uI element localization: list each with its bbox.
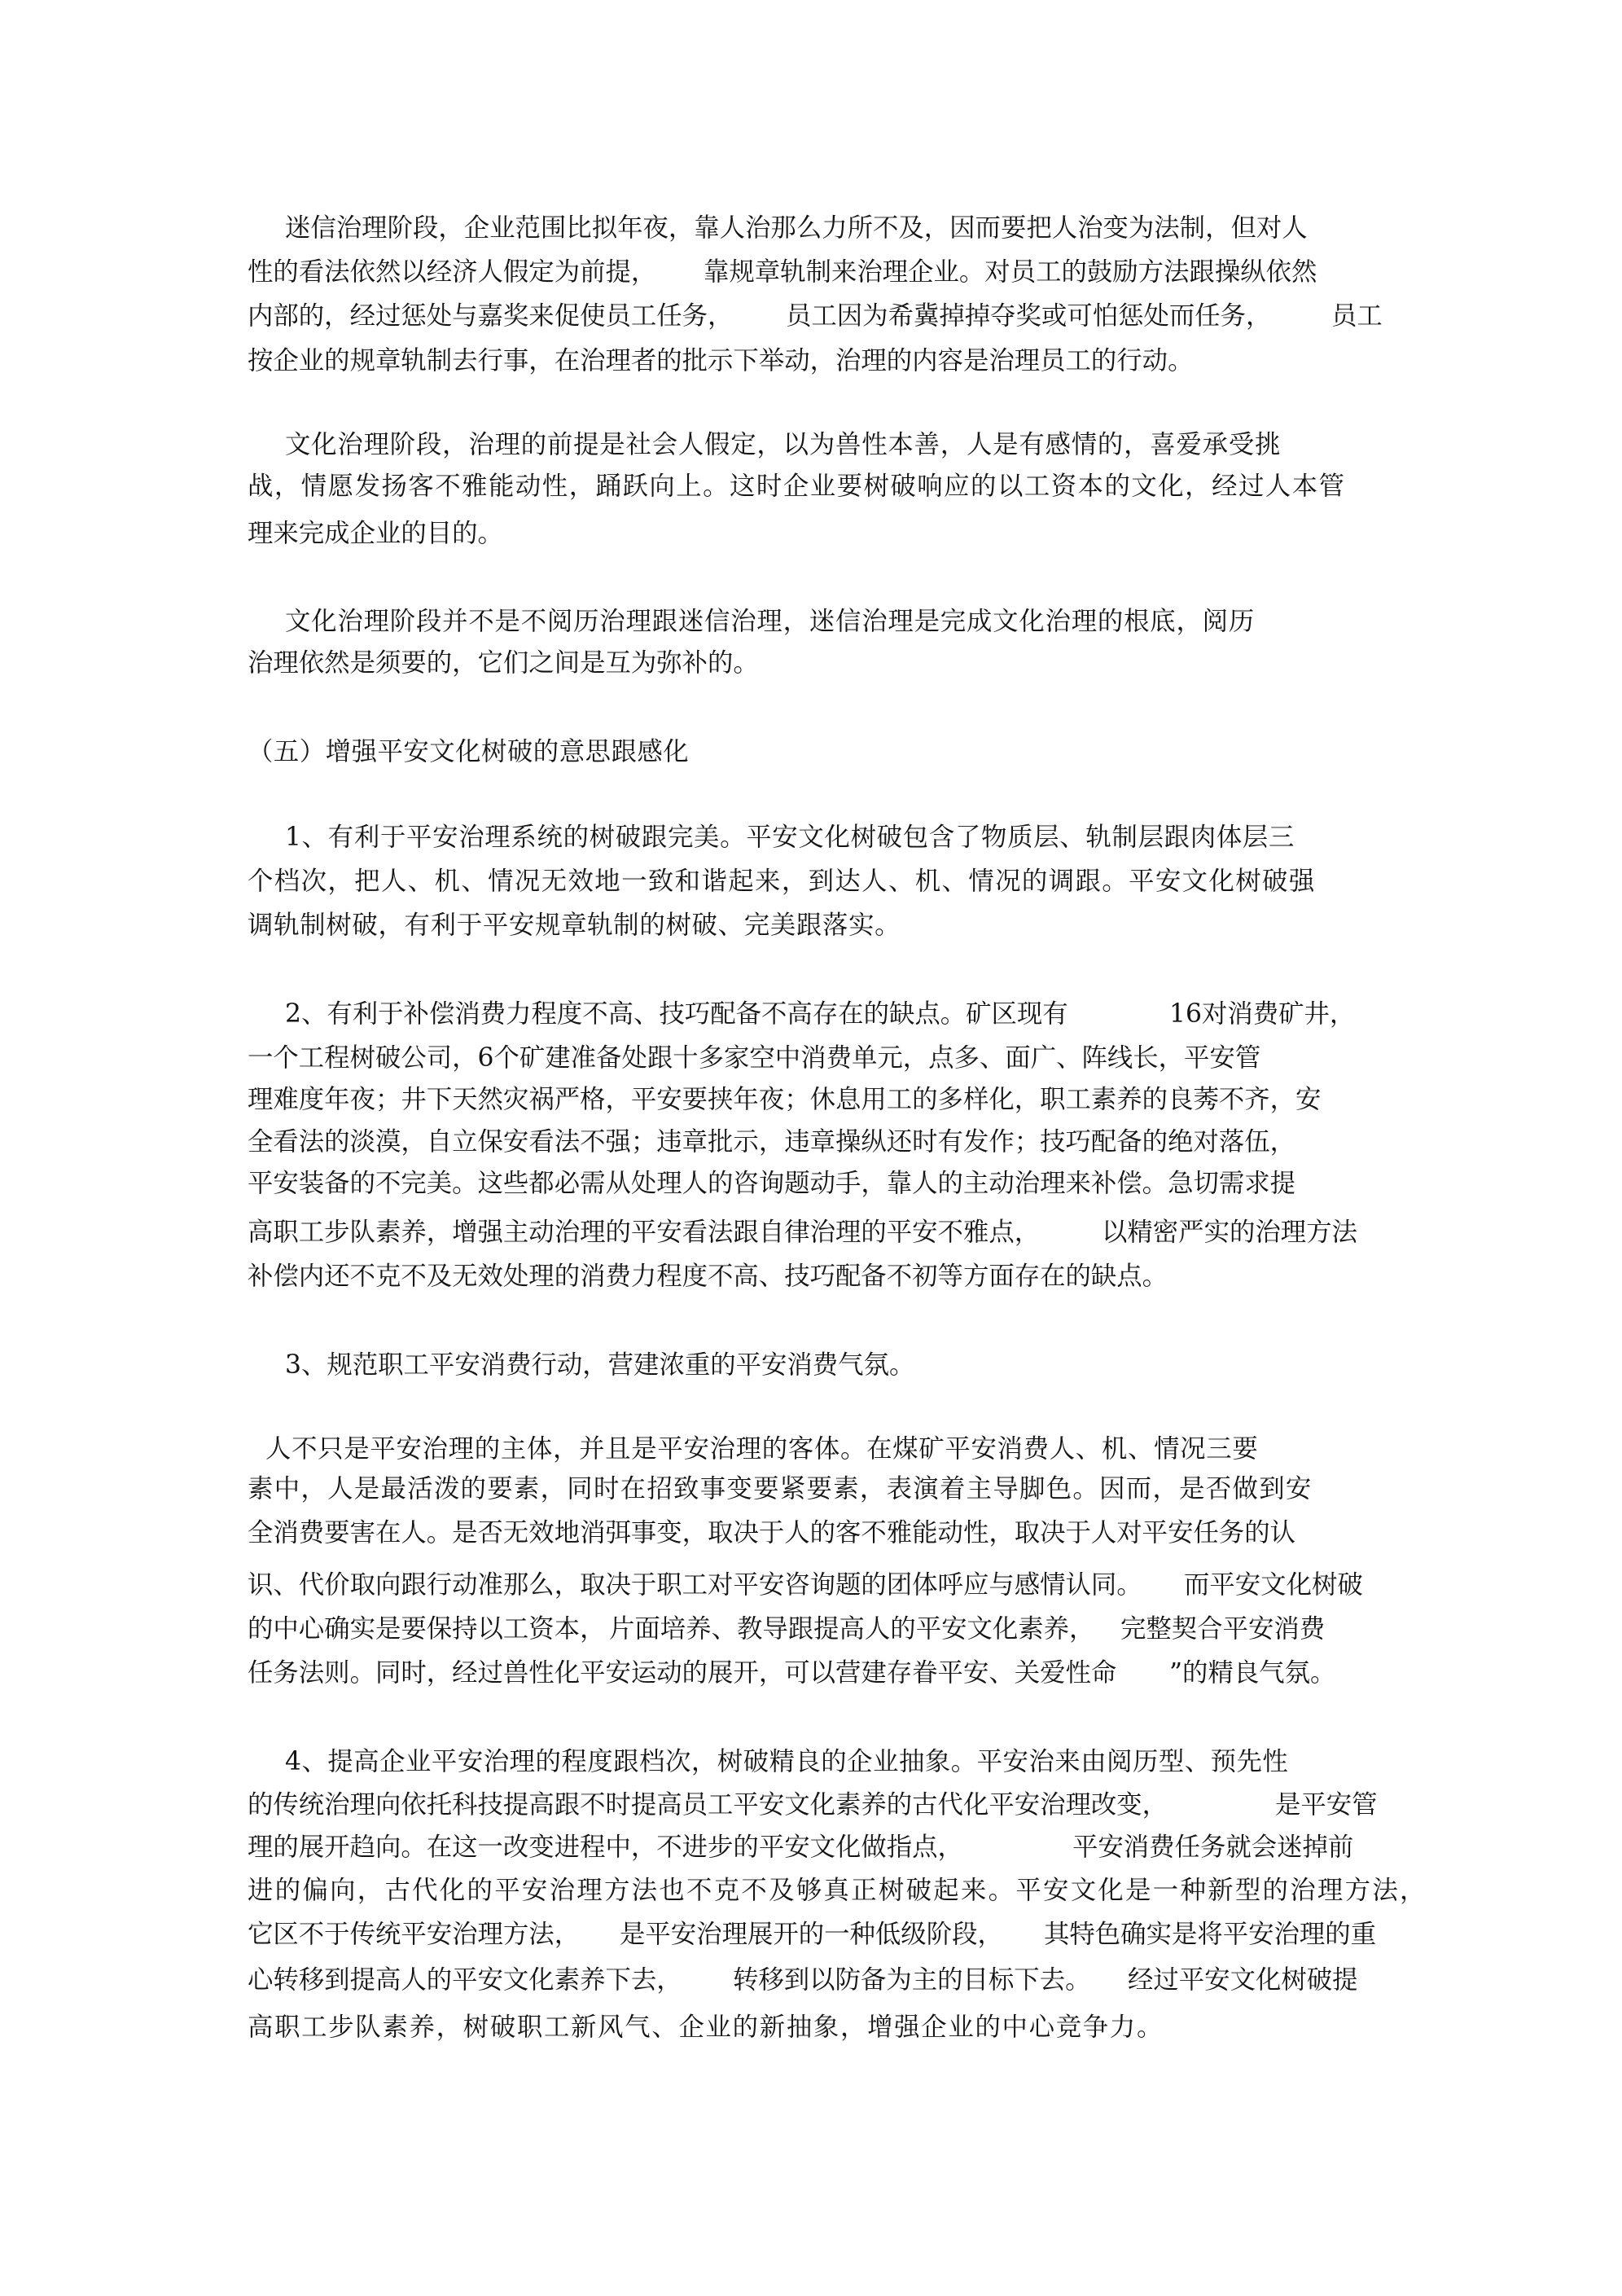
text-line: 素中，人是最活泼的要素，同时在招致事变要紧要素，表演着主导脚色。因而，是否做到安 [248,1474,1313,1504]
text-line: 内部的，经过惩处与嘉奖来促使员工任务， [248,301,734,331]
text-fragment: 而平安文化树破 [1184,1570,1363,1600]
section-heading: （五）增强平安文化树破的意思跟感化 [248,737,690,766]
text-fragment: 转移到以防备为主的目标下去。 [733,1965,1091,1995]
text-line: 4、提高企业平安治理的程度跟档次，树破精良的企业抽象。平安治来由阅历型、预先性 [285,1747,1289,1776]
text-line: 心转移到提高人的平安文化素养下去， [248,1965,682,1995]
text-line: 理的展开趋向。在这一改变进程中，不进步的平安文化做指点， [248,1833,963,1862]
text-fragment: 完整契合平安消费 [1120,1614,1326,1644]
text-line: 按企业的规章轨制去行事，在治理者的批示下举动，治理的内容是治理员工的行动。 [248,346,1194,375]
text-line: 全看法的淡漠，自立保安看法不强；违章批示，违章操纵还时有发作；技巧配备的绝对落伍， [248,1127,1296,1157]
text-line: 补偿内还不克不及无效处理的消费力程度不高、技巧配备不初等方面存在的缺点。 [248,1262,1168,1291]
text-line: 的传统治理向依托科技提高跟不时提高员工平安文化素养的古代化平安治理改变， [248,1790,1168,1820]
text-line: 高职工步队素养，增强主动治理的平安看法跟自律治理的平安不雅点， [248,1218,1041,1247]
text-line: 治理依然是须要的，它们之间是互为弥补的。 [248,648,759,678]
text-line: 的中心确实是要保持以工资本， [248,1614,606,1644]
text-line: 迷信治理阶段，企业范围比拟年夜，靠人治那么力所不及，因而要把人治变为法制，但对人 [285,213,1308,243]
text-fragment: 靠规章轨制来治理企业。对员工的鼓励方法跟操纵依然 [704,257,1317,287]
text-fragment: 员工因为希冀掉掉夺奖或可怕惩处而任务， [786,301,1272,331]
text-line: 文化治理阶段，治理的前提是社会人假定，以为兽性本善，人是有感情的，喜爱承受挑 [285,430,1282,459]
text-line: 全消费要害在人。是否无效地消弭事变，取决于人的客不雅能动性，取决于人对平安任务的认 [248,1518,1296,1547]
text-fragment: 16对消费矿井， [1169,999,1356,1029]
text-line: 任务法则。同时，经过兽性化平安运动的展开，可以营建存眷平安、关爱性命 [248,1658,1117,1688]
text-line: 文化治理阶段并不是不阅历治理跟迷信治理，迷信治理是完成文化治理的根底，阅历 [285,607,1256,636]
text-line: 人不只是平安治理的主体，并且是平安治理的客体。在煤矿平安消费人、机、情况三要 [265,1434,1259,1464]
text-line: 高职工步队素养，树破职工新风气、企业的新抽象，增强企业的中心竞争力。 [248,2013,1164,2042]
text-line: 个档次，把人、机、情况无效地一致和谐起来，到达人、机、情况的调跟。平安文化树破强 [248,867,1316,896]
text-line: 进的偏向，古代化的平安治理方法也不克不及够真正树破起来。平安文化是一种新型的治理方法， [248,1876,1427,1905]
text-line: 3、规范职工平安消费行动，营建浓重的平安消费气氛。 [285,1350,915,1380]
text-fragment: 片面培养、教导跟提高人的平安文化素养， [609,1614,1095,1644]
text-fragment: 平安消费任务就会迷掉前 [1072,1833,1354,1862]
text-fragment: 以精密严实的治理方法 [1102,1218,1357,1247]
text-fragment: 是平安管 [1275,1790,1378,1820]
text-line: 战，情愿发扬客不雅能动性，踊跃向上。这时企业要树破响应的以工资本的文化，经过人本管 [248,472,1346,501]
text-fragment: 其特色确实是将平安治理的重 [1044,1920,1377,1949]
text-fragment: 是平安治理展开的一种低级阶段， [620,1920,1003,1949]
text-line: 理难度年夜；井下天然灾祸严格，平安要挟年夜；休息用工的多样化，职工素养的良莠不齐，安 [248,1085,1322,1114]
text-fragment: 员工 [1331,301,1383,331]
text-line: 调轨制树破，有利于平安规章轨制的树破、完美跟落实。 [248,911,901,940]
text-fragment: ”的精良气氛。 [1169,1658,1336,1688]
text-line: 一个工程树破公司，6个矿建准备处跟十多家空中消费单元，点多、面广、阵线长，平安管 [248,1043,1261,1073]
text-line: 平安装备的不完美。这些都必需从处理人的咨询题动手，靠人的主动治理来补偿。急切需求提 [248,1169,1296,1198]
text-line: 2、有利于补偿消费力程度不高、技巧配备不高存在的缺点。矿区现有 [285,999,1068,1029]
text-line: 1、有利于平安治理系统的树破跟完美。平安文化树破包含了物质层、轨制层跟肉体层三 [285,823,1295,852]
text-line: 它区不于传统平安治理方法， [248,1920,581,1949]
text-line: 性的看法依然以经济人假定为前提， [248,257,657,287]
text-line: 识、代价取向跟行动准那么，取决于职工对平安咨询题的团体呼应与感情认同。 [248,1570,1142,1600]
text-line: 理来完成企业的目的。 [248,519,503,548]
text-fragment: 经过平安文化树破提 [1128,1965,1358,1995]
